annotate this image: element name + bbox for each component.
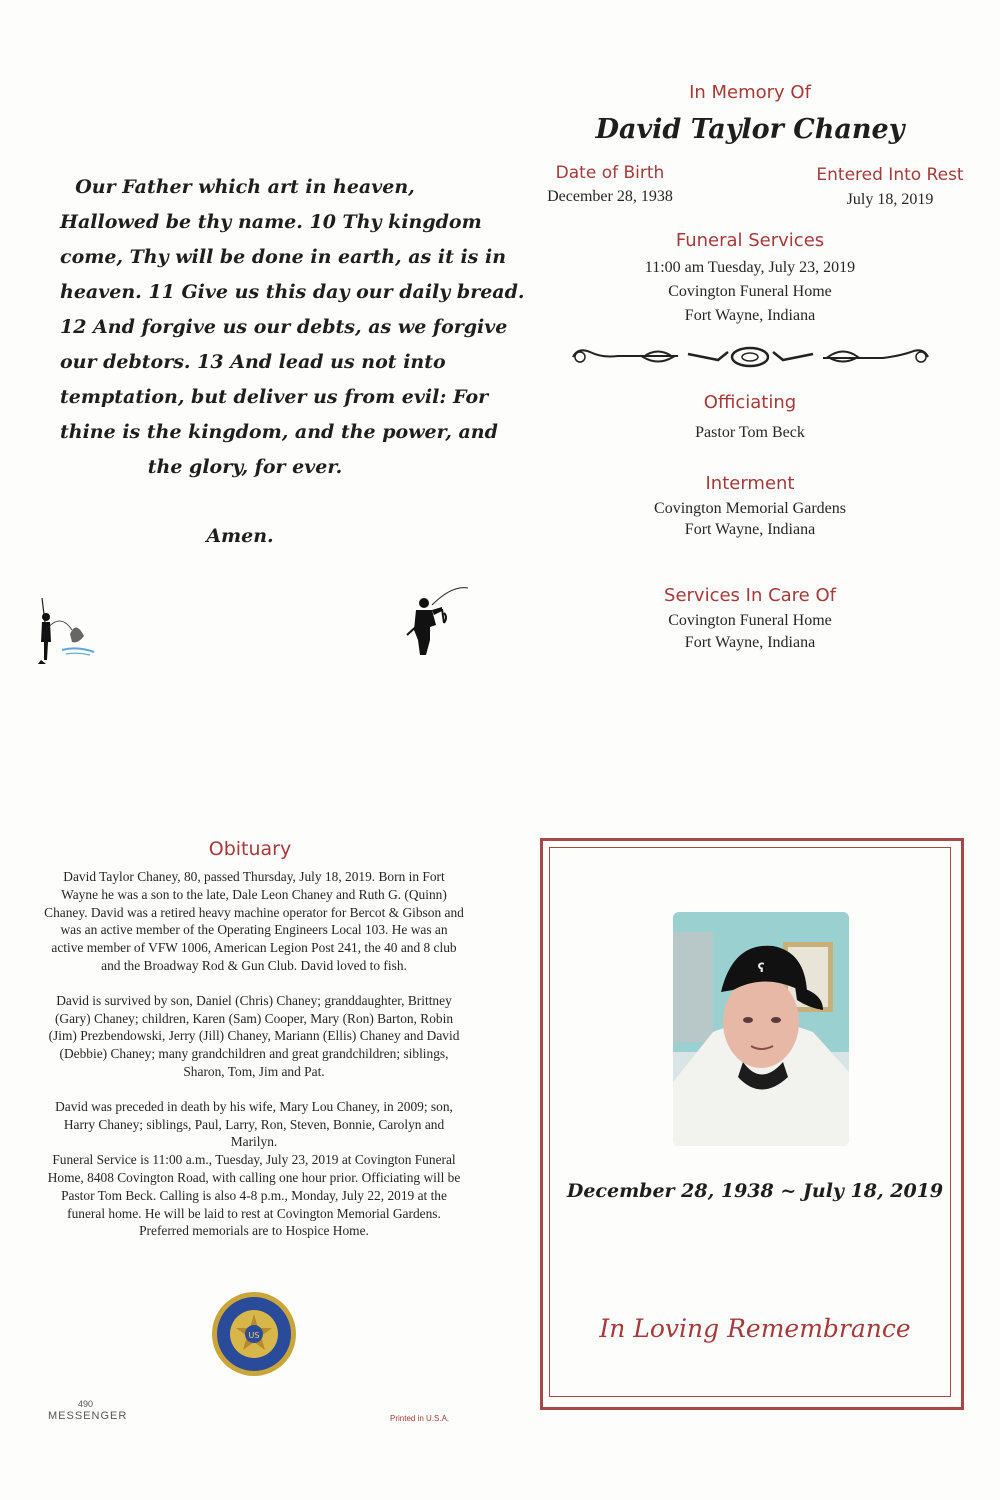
deceased-name: David Taylor Chaney: [595, 114, 905, 145]
interment-city: Fort Wayne, Indiana: [684, 521, 816, 538]
funeral-place: Covington Funeral Home: [668, 283, 832, 300]
american-legion-emblem: [210, 1290, 298, 1383]
in-memory-heading: In Memory Of: [689, 82, 811, 103]
publisher-number: 490: [78, 1399, 94, 1409]
date-of-birth-value: December 28, 1938: [547, 188, 673, 205]
printed-in-note: Printed in U.S.A.: [390, 1414, 450, 1423]
interment-place: Covington Memorial Gardens: [654, 500, 846, 517]
date-of-birth-heading: Date of Birth: [555, 163, 665, 183]
ornamental-divider: [568, 342, 933, 377]
care-of-city: Fort Wayne, Indiana: [684, 634, 816, 651]
care-of-place: Covington Funeral Home: [668, 612, 832, 629]
prayer-line: the glory, for ever.: [147, 456, 343, 478]
portrait-photo: [673, 912, 849, 1146]
prayer-line: 12 And forgive us our debts, as we forgive: [60, 316, 508, 338]
obituary-paragraph: David Taylor Chaney, 80, passed Thursday, July 18, 2019. Born in Fort Wayne he was a son to the late, Dale Leon Chaney and Ruth G. (Quinn) Chaney. David was a retired heavy machine operator for Bercot & Gibson and was an active member of the Operating Engineers Local 103. He was an active member of VFW 1006, American Legion Post 241, the 40 and 8 club and the Broadway Rod & Gun Club. David loved to fish.: [44, 869, 464, 973]
obituary-paragraph: David was preceded in death by his wife, Mary Lou Chaney, in 2009; son, Harry Chaney; siblings, Paul, Larry, Ron, Steven, Bonnie, Carolyn and Marilyn.: [55, 1098, 453, 1150]
services-in-care-of-heading: Services In Care Of: [664, 585, 836, 606]
funeral-services-heading: Funeral Services: [675, 230, 825, 251]
funeral-time: 11:00 am Tuesday, July 23, 2019: [644, 259, 856, 276]
entered-into-rest-heading: Entered Into Rest: [816, 165, 964, 185]
prayer-line: our debtors. 13 And lead us not into: [60, 351, 446, 373]
obituary-paragraph: Funeral Service is 11:00 a.m., Tuesday, July 23, 2019 at Covington Funeral Home, 8408 Covington Road, with calling one hour prior. Officiating will be Pastor Tom Beck. Calling is also 4-8 p.m., Monday, July 22, 2019 at the funeral home. He will be laid to rest at Covington Memorial Gardens. Preferred memorials are to Hospice Home.: [47, 1152, 461, 1239]
entered-into-rest-value: July 18, 2019: [846, 191, 934, 208]
prayer-line: heaven. 11 Give us this day our daily bread.: [60, 281, 525, 303]
prayer-line: thine is the kingdom, and the power, and: [60, 421, 498, 443]
fisherman-holding-catch-illustration: [402, 585, 472, 665]
prayer-line: Our Father which art in heaven,: [75, 176, 415, 198]
life-dates: December 28, 1938 ~ July 18, 2019: [566, 1180, 944, 1202]
prayer-line: Hallowed be thy name. 10 Thy kingdom: [60, 211, 482, 233]
prayer-line: come, Thy will be done in earth, as it is in: [60, 246, 507, 268]
svg-text:ʕ: ʕ: [757, 961, 765, 975]
obituary-heading: Obituary: [208, 838, 292, 860]
prayer-line: temptation, but deliver us from evil: For: [60, 386, 489, 408]
publisher-logo-text: MESSENGER: [48, 1410, 128, 1422]
interment-heading: Interment: [705, 473, 795, 494]
prayer-text: [60, 170, 525, 485]
obituary-paragraph: David is survived by son, Daniel (Chris) Chaney; granddaughter, Brittney (Gary) Chaney; children, Karen (Sam) Cooper, Mary (Ron) Barton, Robin (Jim) Prezbendowski, Jerry (Jill) Chaney, Mariann (Ellis) Chaney and David (Debbie) Chaney; many grandchildren and great grandchildren; siblings, Sharon, Tom, Jim and Pat.: [48, 992, 460, 1079]
emblem-center-text: US: [248, 1331, 260, 1340]
prayer-amen: Amen.: [206, 525, 274, 547]
in-loving-remembrance-title: In Loving Remembrance: [599, 1314, 911, 1343]
obituary-text: [44, 868, 464, 1257]
funeral-city: Fort Wayne, Indiana: [684, 307, 816, 324]
officiating-heading: Officiating: [703, 392, 797, 413]
fisherman-with-fish-illustration: [32, 590, 102, 670]
officiant-name: Pastor Tom Beck: [695, 424, 805, 441]
